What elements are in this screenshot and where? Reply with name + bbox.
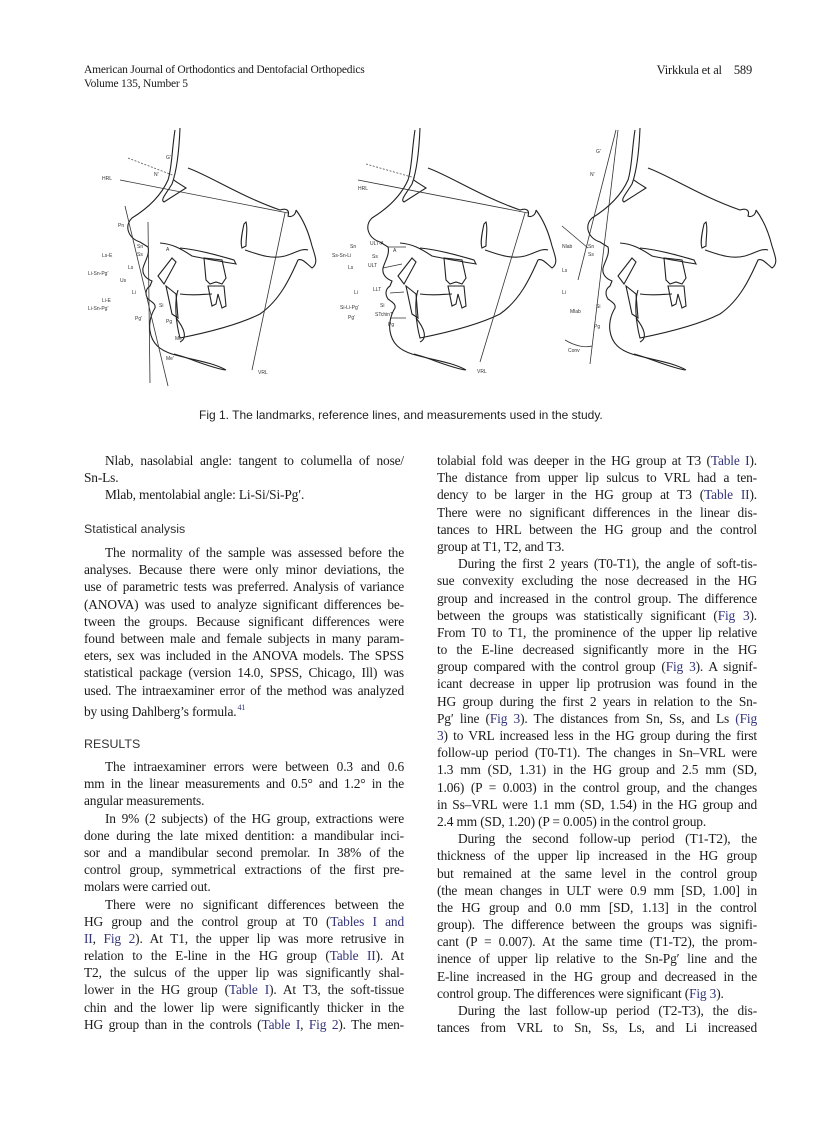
label: Conv	[568, 348, 580, 354]
vrl-line	[252, 213, 285, 370]
text-line: chin and the lower lip were significantly thicker in the	[84, 999, 404, 1015]
label: Si	[159, 303, 164, 309]
text-line: During the last follow-up period (T2-T3), the dis-	[458, 1003, 757, 1018]
hrl-line	[358, 180, 528, 213]
reference-link[interactable]: Fig 3	[665, 659, 696, 675]
text-line: tances to HRL between the HG group and the control	[437, 521, 757, 537]
label: G'	[596, 149, 601, 155]
label: HRL	[358, 186, 369, 192]
figure-panel-1	[88, 128, 316, 386]
text-line: (the mean changes in ULT were 0.9 mm [SD, 1.00] in	[437, 882, 757, 898]
label: Us	[120, 278, 127, 284]
text-line: There were no significant differences in the linear dis-	[437, 504, 757, 520]
label: Si-Li-Pg'	[340, 305, 359, 311]
label: Pg	[166, 319, 173, 325]
reference-link[interactable]: Fig 3	[689, 985, 717, 1001]
text-line: Mlab, mentolabial angle: Li-Si/Si-Pg′.	[105, 487, 305, 503]
section-heading-results: RESULTS	[84, 737, 141, 751]
authors: Virkkula et al	[656, 63, 722, 77]
label: Pg	[594, 324, 601, 330]
figure-panel-2	[332, 128, 556, 375]
label: Sn	[137, 244, 144, 250]
text-line: sue convexity excluding the nose decreased in the HG	[437, 573, 757, 589]
text-line: eters, sex was included in the ANOVA models. The SPSS	[84, 648, 404, 664]
results-text	[84, 758, 404, 1033]
journal-volume: Volume 135, Number 5	[84, 78, 188, 90]
text-line: thickness of the upper lip increased in the HG group	[437, 848, 757, 864]
text-line: follow-up period (T0-T1). The changes in Sn–VRL were	[437, 745, 757, 761]
text-line: Pg′ line (Fig 3). The distances from Sn, Ss, and Ls (Fig	[437, 710, 757, 726]
text-line: There were no significant differences between the	[105, 896, 404, 912]
text-line: From T0 to T1, the prominence of the upper lip relative	[437, 624, 757, 640]
text-line: used. The intraexaminer error of the method was analyzed	[84, 682, 404, 698]
text-line: cant (P = 0.007). At the same time (T1-T2), the prom-	[437, 934, 757, 950]
cephalometric-figure	[80, 118, 780, 393]
label: Li	[562, 290, 566, 296]
text-line: group and increased in the control group. The difference	[437, 590, 757, 606]
panel-1-labels	[88, 155, 268, 376]
label: ULT-A	[370, 241, 384, 247]
definitions-text	[84, 452, 404, 504]
text-line: molars were carried out.	[84, 879, 211, 895]
reference-link[interactable]: Table I	[710, 453, 750, 468]
label: VRL	[477, 369, 487, 375]
text-line: in Ss–VRL were 1.1 mm (SD, 1.54) in the HG group and	[437, 796, 757, 812]
reference-link[interactable]: Fig 2	[308, 1016, 339, 1032]
label: ULT	[368, 263, 378, 269]
text-line: inence of upper lip relative to the Sn-Pg′ line and the	[437, 951, 757, 967]
label: N'	[590, 172, 595, 178]
figure-caption: Fig 1. The landmarks, reference lines, and measurements used in the study.	[199, 408, 603, 422]
label: Me	[175, 336, 182, 342]
figure-panel-3	[562, 128, 776, 370]
label: Si	[596, 304, 601, 310]
label: A	[393, 248, 397, 254]
page-number: 589	[733, 63, 752, 77]
text-line: group). The difference between the groups was signifi-	[437, 917, 757, 933]
label: N'	[154, 172, 159, 178]
label: Ss-Sn-Li	[332, 253, 352, 259]
label: Ls-E	[102, 253, 113, 259]
statistical-analysis-text	[84, 544, 404, 719]
text-line: In 9% (2 subjects) of the HG group, extractions were	[105, 810, 404, 826]
label: Pg	[388, 322, 395, 328]
label: HRL	[102, 176, 113, 182]
reference-link[interactable]: Fig 2	[103, 930, 136, 946]
text-line: During the first 2 years (T0-T1), the angle of soft-tis-	[458, 556, 757, 572]
label: STchinT	[375, 312, 394, 318]
text-line: HG group than in the controls (Table I, Fig 2). The men-	[84, 1016, 404, 1032]
label: Me'	[166, 356, 174, 362]
label: Pg'	[135, 316, 143, 322]
reference-link[interactable]: 3	[437, 728, 444, 743]
e-line	[125, 206, 168, 386]
label: Sn	[350, 244, 357, 250]
right-column-text	[437, 452, 757, 1036]
reference-link[interactable]: Table I	[261, 1016, 301, 1032]
text-line: 1.06) (P = 0.003) in the control group, and the changes	[437, 779, 757, 795]
text-line: tween the groups. Because significant differences were	[84, 613, 404, 629]
text-line: to the E-line decreased significantly more in the HG	[437, 642, 757, 658]
label: Li-Sn-Pg'	[88, 271, 109, 277]
text-line: HG group during the first 2 years in relation to the Sn-	[437, 693, 757, 709]
text-line: Sn-Ls.	[84, 470, 119, 486]
running-header-left	[84, 63, 365, 91]
label: Mlab	[570, 309, 581, 315]
text-line: between the groups was statistically significant (Fig 3).	[437, 607, 758, 623]
text-line: tolabial fold was deeper in the HG group at T3 (Table I).	[437, 453, 758, 468]
text-line: statistical package (version 14.0, SPSS, Chicago, Ill) was	[84, 665, 404, 681]
text-line: lower in the HG group (Table I). At T3, the soft-tissue	[84, 982, 404, 998]
text-line: relation to the E-line in the HG group (Table II). At	[84, 948, 404, 964]
text-line: 2.4 mm (SD, 1.20) (P = 0.005) in the control group.	[437, 813, 707, 829]
label: VRL	[258, 370, 268, 376]
text-line: icant decrease in upper lip protrusion was found in the	[437, 676, 757, 692]
label: Pg'	[348, 315, 356, 321]
label: Ls	[562, 268, 568, 274]
reference-link[interactable]: Tables I and	[330, 913, 404, 929]
text-line: control group, symmetrical extractions of the first pre-	[84, 862, 404, 878]
text-line: Nlab, nasolabial angle: tangent to columella of nose/	[105, 453, 404, 468]
text-line: the HG group and 0.0 mm [SD, 1.13] in the control	[437, 899, 757, 915]
text-line: The distance from upper lip sulcus to VRL had a ten-	[437, 470, 757, 486]
label: Ss	[137, 252, 143, 258]
reference-link[interactable]: Fig 3	[717, 607, 750, 623]
text-line: During the second follow-up period (T1-T2), the	[458, 831, 757, 847]
label: Li-Sn-Pg'	[88, 306, 109, 312]
text-line: group at T1, T2, and T3.	[437, 538, 565, 554]
label: G'	[166, 155, 171, 161]
text-line: T2, the sulcus of the upper lip was significantly shal-	[84, 965, 404, 981]
text-line: tances from VRL to Sn, Ss, Ls, and Li increased	[437, 1020, 757, 1036]
reference-link[interactable]: Table II	[704, 487, 750, 503]
reference-link[interactable]: II	[84, 930, 93, 946]
label: A	[166, 247, 170, 253]
panel-3-labels	[562, 149, 601, 354]
reference-link[interactable]: Table II	[329, 948, 376, 964]
text-line: (ANOVA) was used to analyze significant differences be-	[84, 596, 404, 612]
text-line: II, Fig 2). At T1, the upper lip was more retrusive in	[84, 930, 404, 946]
label: Si	[380, 303, 385, 309]
reference-link[interactable]: Table I	[228, 982, 270, 998]
label: Li	[132, 290, 136, 296]
text-line: found between male and female subjects in many param-	[84, 630, 404, 646]
label: Ss	[588, 252, 594, 258]
label: Sn	[588, 244, 595, 250]
journal-title: American Journal of Orthodontics and Dentofacial Orthopedics	[84, 64, 365, 76]
text-line: done during the late mixed dentition: a mandibular inci-	[84, 827, 404, 843]
text-line: mm in the linear measurements and 0.5° and 1.2° in the	[84, 776, 404, 792]
text-line: 3) to VRL increased less in the HG group during the first	[437, 728, 757, 743]
text-line: sor and a mandibular second premolar. In 38% of the	[84, 844, 404, 860]
label: Li-E	[102, 298, 111, 304]
label: Ss	[372, 254, 378, 260]
text-line: dency to be larger in the HG group at T3 (Table II).	[437, 487, 757, 503]
text-line: group compared with the control group (Fig 3). A signif-	[437, 659, 758, 675]
running-header-right	[657, 63, 752, 77]
label: Pn	[118, 223, 125, 229]
text-line: but remained at the same level in the control group	[437, 865, 757, 881]
reference-link[interactable]: (Fig	[735, 710, 757, 726]
label: Ls	[128, 265, 134, 271]
text-line: analyses. Because there were only minor deviations, the	[84, 562, 404, 578]
text-line: by using Dahlberg’s formula.$^{41}$	[84, 702, 246, 719]
label: Li	[354, 290, 358, 296]
text-line: HG group and the control group at T0 (Tables I and	[84, 913, 404, 929]
label: Nlab	[562, 244, 573, 250]
text-line: use of parametric tests was preferred. Analysis of variance	[84, 579, 404, 595]
text-line: 1.3 mm (SD, 1.31) in the HG group and 2.5 mm (SD,	[437, 762, 757, 778]
text-line: The normality of the sample was assessed before the	[105, 545, 404, 560]
label: Ls	[348, 265, 354, 271]
text-line: E-line increased in the HG group and decreased in the	[437, 968, 757, 984]
text-line: The intraexaminer errors were between 0.3 and 0.6	[105, 759, 404, 774]
section-heading-statistical-analysis: Statistical analysis	[84, 522, 186, 536]
reference-link[interactable]: Fig 3	[489, 710, 521, 726]
citation-superscript[interactable]: 41	[237, 702, 246, 712]
text-line: control group. The differences were significant (Fig 3).	[437, 985, 724, 1001]
label: LLT	[373, 287, 382, 293]
text-line: angular measurements.	[84, 793, 205, 809]
